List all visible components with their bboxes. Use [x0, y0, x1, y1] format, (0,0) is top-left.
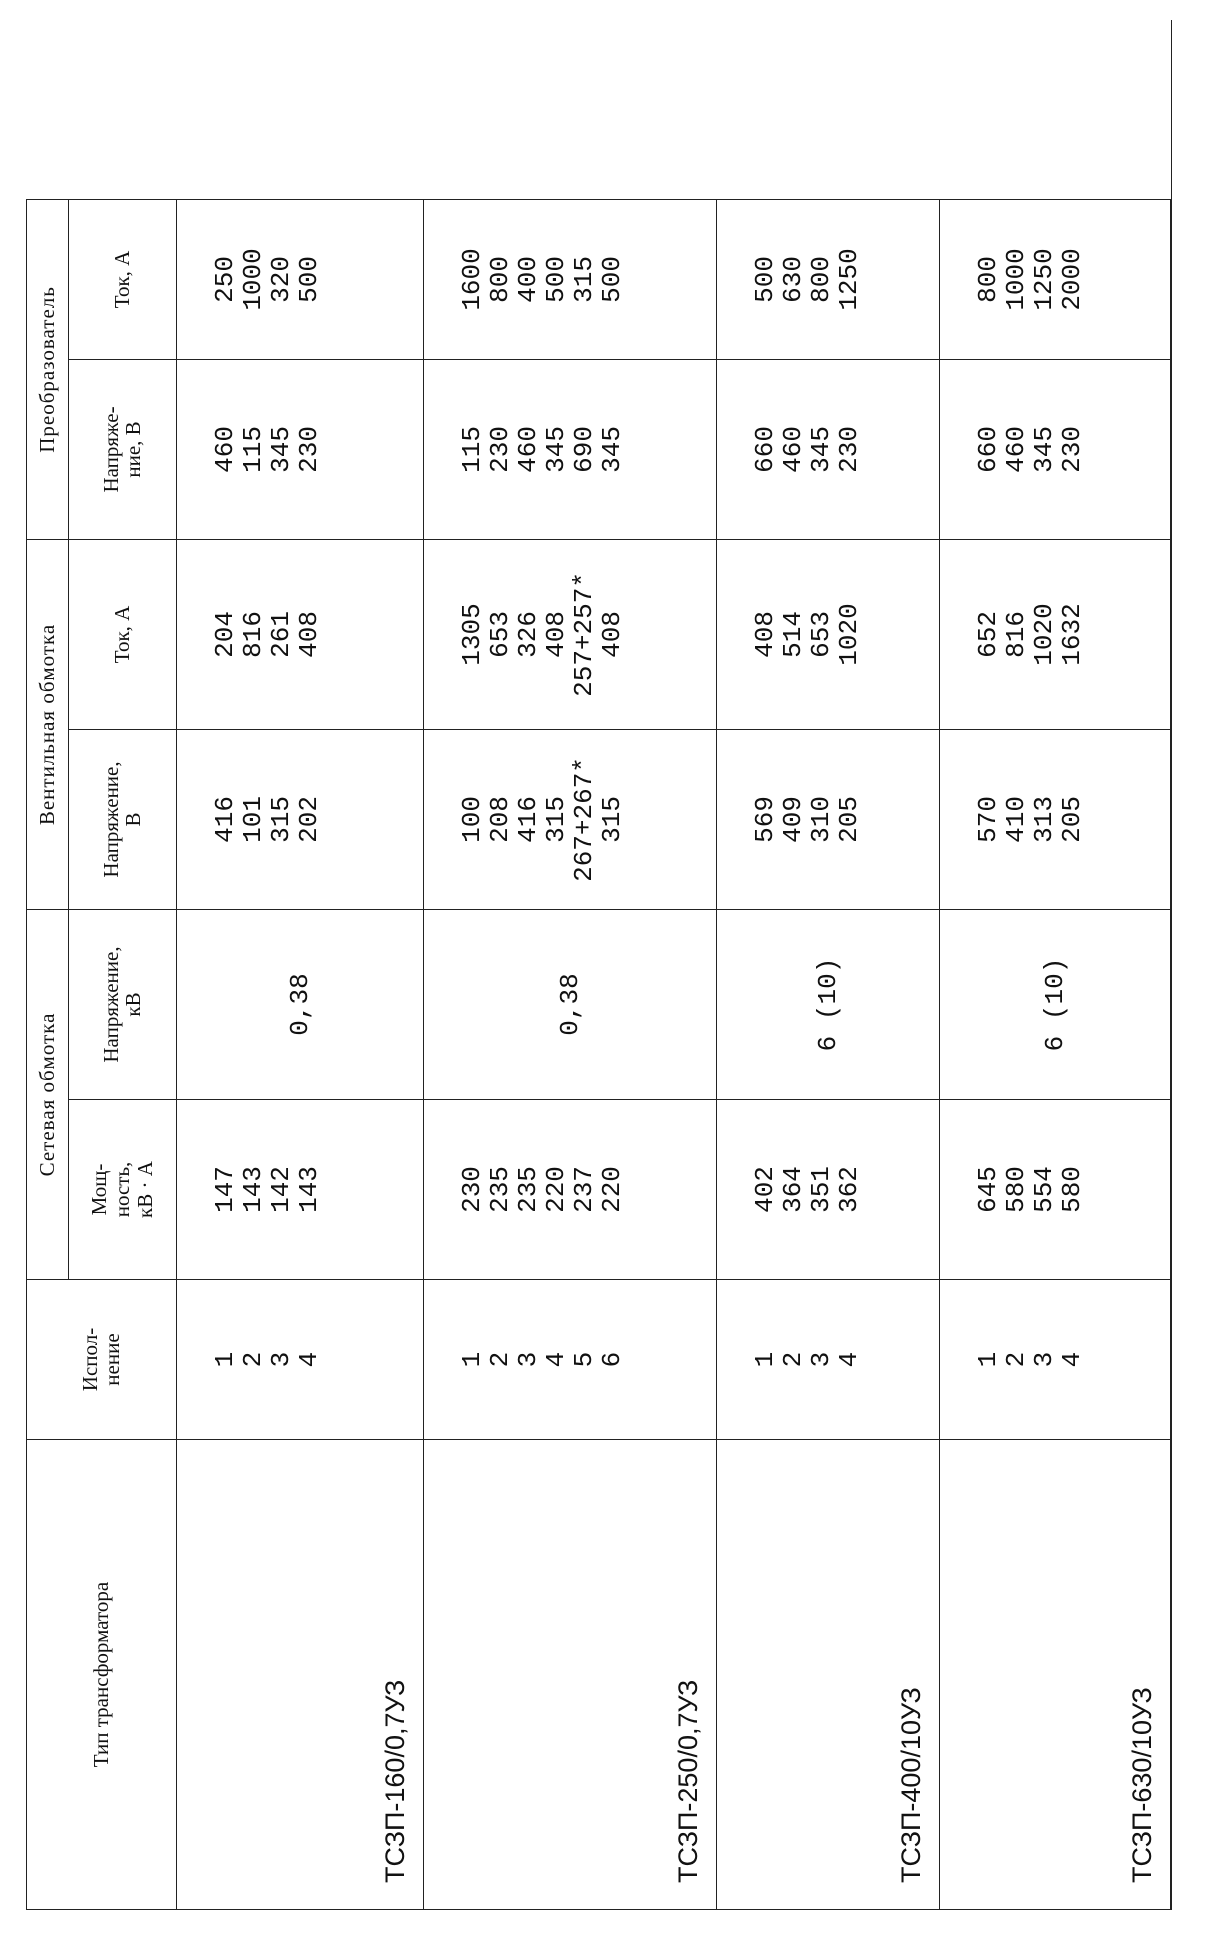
valve-current-list-value: 204 — [209, 611, 240, 658]
valve-voltage-list-value: 410 — [1000, 796, 1031, 843]
network-power-list — [939, 1100, 1170, 1280]
converter-voltage-list-value: 115 — [456, 426, 487, 473]
variant-list — [423, 1280, 716, 1440]
valve-current-list-value: 653 — [805, 611, 836, 658]
transformer-type: ТСЗП-160/0,7УЗ — [176, 1440, 423, 1910]
network-voltage: 0,38 — [176, 909, 423, 1099]
network-power-list-value: 580 — [1000, 1166, 1031, 1213]
converter-current-list-value: 630 — [777, 256, 808, 303]
valve-current-list-value: 408 — [749, 611, 780, 658]
converter-current-list-value: 320 — [265, 256, 296, 303]
valve-voltage-list — [939, 729, 1170, 909]
network-power-list — [423, 1100, 716, 1280]
valve-voltage-list-value: 315 — [540, 796, 571, 843]
variant-list-value: 6 — [596, 1351, 627, 1368]
converter-voltage-list — [939, 359, 1170, 539]
network-power-list-value: 645 — [972, 1166, 1003, 1213]
valve-current-list-value: 816 — [237, 611, 268, 658]
converter-voltage-list — [176, 359, 423, 539]
converter-voltage-list-value: 230 — [1056, 426, 1087, 473]
valve-current-list-value: 1632 — [1056, 603, 1087, 666]
valve-voltage-list-value: 569 — [749, 796, 780, 843]
variant-list-value: 2 — [777, 1351, 808, 1368]
network-power-list-value: 220 — [540, 1166, 571, 1213]
converter-voltage-list-value: 115 — [237, 426, 268, 473]
variant-list-value: 5 — [568, 1351, 599, 1368]
valve-voltage-list-value: 416 — [512, 796, 543, 843]
converter-voltage-list-value: 345 — [265, 426, 296, 473]
valve-voltage-list-value: 315 — [265, 796, 296, 843]
header-valve-voltage: Напряжение, В — [68, 729, 176, 909]
converter-current-list-value: 400 — [512, 256, 543, 303]
valve-current-list-value: 257+257* — [568, 572, 599, 697]
valve-current-list — [423, 539, 716, 729]
network-power-list-value: 364 — [777, 1166, 808, 1213]
converter-voltage-list-value: 345 — [805, 426, 836, 473]
valve-current-list-value: 261 — [265, 611, 296, 658]
valve-voltage-list-value: 570 — [972, 796, 1003, 843]
network-power-list — [716, 1100, 939, 1280]
valve-voltage-list — [423, 729, 716, 909]
variant-list-value: 3 — [265, 1351, 296, 1368]
header-valve-current: Ток, А — [68, 539, 176, 729]
network-power-list-value: 143 — [293, 1166, 324, 1213]
network-power-list-value: 230 — [456, 1166, 487, 1213]
converter-voltage-list-value: 460 — [1000, 426, 1031, 473]
header-network-voltage: Напряжение, кВ — [68, 909, 176, 1099]
transformer-spec-table — [26, 19, 1171, 1910]
network-power-list-value: 220 — [596, 1166, 627, 1213]
variant-list-value: 2 — [1000, 1351, 1031, 1368]
valve-current-list-value: 408 — [540, 611, 571, 658]
converter-current-list — [176, 199, 423, 359]
network-power-list-value: 402 — [749, 1166, 780, 1213]
valve-voltage-list-value: 267+267* — [568, 757, 599, 882]
converter-voltage-list-value: 460 — [777, 426, 808, 473]
transformer-type: ТСЗП-250/0,7УЗ — [423, 1440, 716, 1910]
valve-current-list-value: 1020 — [1028, 603, 1059, 666]
variant-list-value: 4 — [1056, 1351, 1087, 1368]
variant-list-value: 4 — [293, 1351, 324, 1368]
converter-voltage-list-value: 345 — [596, 426, 627, 473]
valve-current-list — [176, 539, 423, 729]
network-power-list-value: 580 — [1056, 1166, 1087, 1213]
variant-list-value: 3 — [1028, 1351, 1059, 1368]
converter-current-list-value: 500 — [596, 256, 627, 303]
bottom-rule — [1171, 20, 1172, 1910]
converter-current-list-value: 250 — [209, 256, 240, 303]
converter-current-list-value: 1250 — [833, 248, 864, 311]
table-row — [176, 19, 423, 1909]
transformer-type: ТСЗП-630/10УЗ — [939, 1440, 1170, 1910]
converter-current-list — [939, 199, 1170, 359]
variant-list-value: 1 — [749, 1351, 780, 1368]
converter-voltage-list — [423, 359, 716, 539]
header-variant: Испол- нение — [27, 1280, 177, 1440]
network-voltage: 6 (10) — [716, 909, 939, 1099]
variant-list — [939, 1280, 1170, 1440]
valve-current-list-value: 1020 — [833, 603, 864, 666]
converter-current-list-value: 500 — [540, 256, 571, 303]
variant-list-value: 1 — [456, 1351, 487, 1368]
valve-voltage-list — [176, 729, 423, 909]
network-power-list-value: 147 — [209, 1166, 240, 1213]
table-row — [423, 19, 716, 1909]
converter-current-list-value: 800 — [805, 256, 836, 303]
valve-voltage-list-value: 416 — [209, 796, 240, 843]
valve-voltage-list-value: 310 — [805, 796, 836, 843]
valve-current-list-value: 816 — [1000, 611, 1031, 658]
valve-voltage-list-value: 205 — [1056, 796, 1087, 843]
variant-list-value: 1 — [972, 1351, 1003, 1368]
converter-current-list-value: 2000 — [1056, 248, 1087, 311]
converter-voltage-list-value: 460 — [209, 426, 240, 473]
header-converter: Преобразователь — [27, 199, 69, 539]
header-converter-current: Ток, А — [68, 199, 176, 359]
valve-voltage-list-value: 202 — [293, 796, 324, 843]
header-converter-voltage: Напряже- ние, В — [68, 359, 176, 539]
converter-current-list-value: 1000 — [237, 248, 268, 311]
valve-current-list-value: 653 — [484, 611, 515, 658]
variant-list-value: 4 — [540, 1351, 571, 1368]
variant-list — [176, 1280, 423, 1440]
converter-current-list-value: 1600 — [456, 248, 487, 311]
converter-current-list — [716, 199, 939, 359]
network-power-list-value: 362 — [833, 1166, 864, 1213]
variant-list-value: 3 — [512, 1351, 543, 1368]
valve-current-list — [716, 539, 939, 729]
converter-voltage-list-value: 690 — [568, 426, 599, 473]
converter-current-list-value: 500 — [749, 256, 780, 303]
valve-current-list-value: 408 — [293, 611, 324, 658]
converter-voltage-list-value: 345 — [1028, 426, 1059, 473]
header-valve-winding: Вентильная обмотка — [27, 539, 69, 909]
converter-current-list-value: 800 — [972, 256, 1003, 303]
table-row — [716, 19, 939, 1909]
valve-voltage-list-value: 409 — [777, 796, 808, 843]
network-power-list-value: 237 — [568, 1166, 599, 1213]
converter-current-list-value: 800 — [484, 256, 515, 303]
variant-list-value: 3 — [805, 1351, 836, 1368]
converter-voltage-list-value: 230 — [293, 426, 324, 473]
valve-current-list — [939, 539, 1170, 729]
converter-current-list-value: 1250 — [1028, 248, 1059, 311]
network-voltage: 0,38 — [423, 909, 716, 1099]
variant-list-value: 4 — [833, 1351, 864, 1368]
network-power-list — [176, 1100, 423, 1280]
header-network-power: Мощ- ность, кВ · А — [68, 1100, 176, 1280]
valve-voltage-list-value: 313 — [1028, 796, 1059, 843]
converter-voltage-list-value: 660 — [749, 426, 780, 473]
converter-current-list — [423, 199, 716, 359]
valve-current-list-value: 408 — [596, 611, 627, 658]
transformer-type: ТСЗП-400/10УЗ — [716, 1440, 939, 1910]
converter-voltage-list-value: 230 — [484, 426, 515, 473]
valve-voltage-list — [716, 729, 939, 909]
valve-current-list-value: 1305 — [456, 603, 487, 666]
variant-list-value: 2 — [237, 1351, 268, 1368]
valve-voltage-list-value: 315 — [596, 796, 627, 843]
table-row — [939, 19, 1170, 1909]
converter-voltage-list-value: 460 — [512, 426, 543, 473]
converter-voltage-list — [716, 359, 939, 539]
converter-voltage-list-value: 660 — [972, 426, 1003, 473]
variant-list-value: 2 — [484, 1351, 515, 1368]
valve-current-list-value: 514 — [777, 611, 808, 658]
converter-voltage-list-value: 230 — [833, 426, 864, 473]
header-network-winding: Сетевая обмотка — [27, 909, 69, 1279]
header-type: Тип трансформатора — [27, 1440, 177, 1910]
converter-voltage-list-value: 345 — [540, 426, 571, 473]
network-power-list-value: 142 — [265, 1166, 296, 1213]
valve-voltage-list-value: 100 — [456, 796, 487, 843]
converter-current-list-value: 1000 — [1000, 248, 1031, 311]
valve-voltage-list-value: 101 — [237, 796, 268, 843]
network-power-list-value: 235 — [484, 1166, 515, 1213]
network-power-list-value: 554 — [1028, 1166, 1059, 1213]
network-power-list-value: 235 — [512, 1166, 543, 1213]
converter-current-list-value: 500 — [293, 256, 324, 303]
valve-voltage-list-value: 208 — [484, 796, 515, 843]
valve-current-list-value: 652 — [972, 611, 1003, 658]
network-power-list-value: 351 — [805, 1166, 836, 1213]
valve-current-list-value: 326 — [512, 611, 543, 658]
network-voltage: 6 (10) — [939, 909, 1170, 1099]
variant-list-value: 1 — [209, 1351, 240, 1368]
network-power-list-value: 143 — [237, 1166, 268, 1213]
valve-voltage-list-value: 205 — [833, 796, 864, 843]
converter-current-list-value: 315 — [568, 256, 599, 303]
variant-list — [716, 1280, 939, 1440]
